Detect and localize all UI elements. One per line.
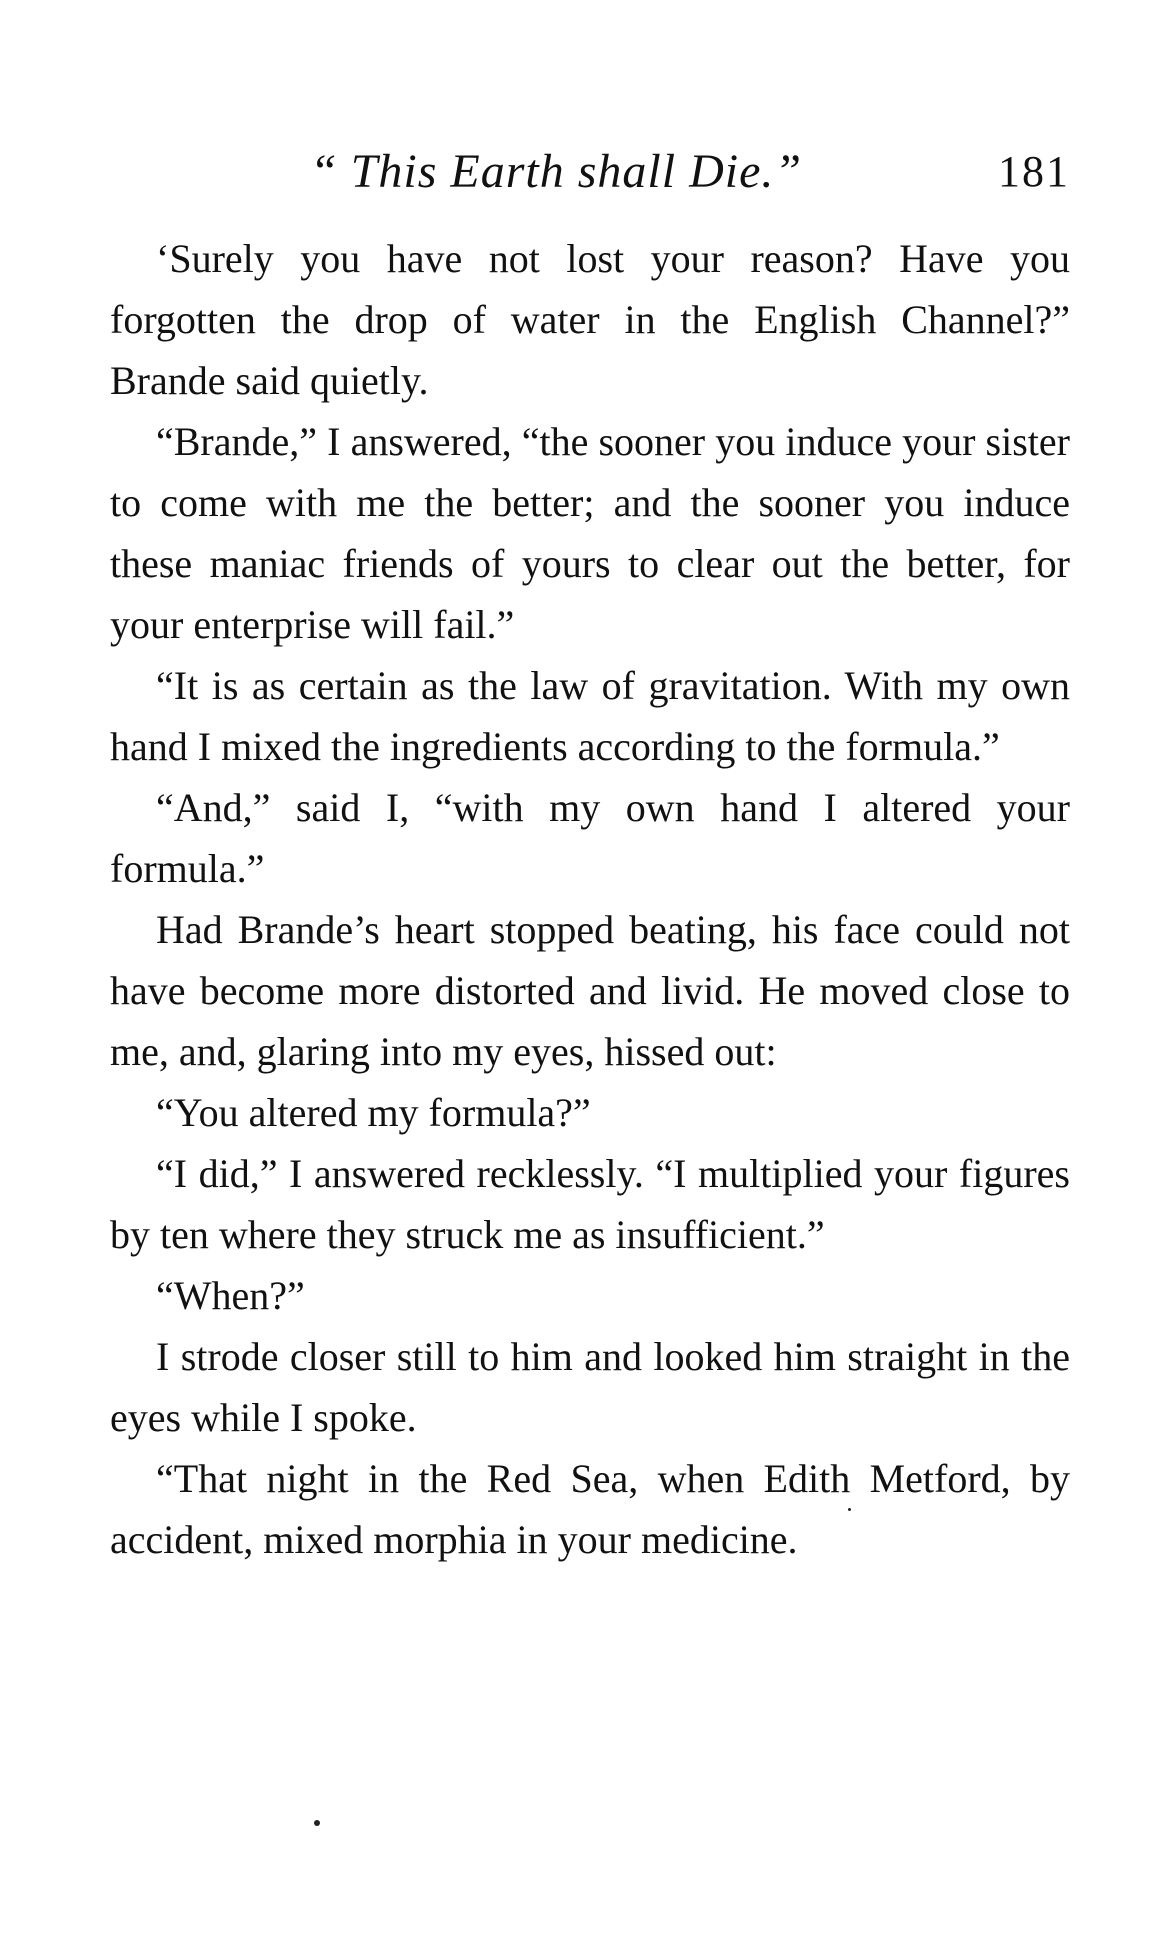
ink-speck	[848, 1508, 851, 1511]
paragraph: “It is as certain as the law of gravitation. With my own hand I mixed the ingredients according to the formula.”	[110, 663, 1070, 769]
paragraph: Had Brande’s heart stopped beating, his face could not have become more distorted and livid. He moved close to me, and, glaring into my eyes, hissed out:	[110, 907, 1070, 1074]
paragraph: “I did,” I answered recklessly. “I multiplied your figures by ten where they struck me as insufficient.”	[110, 1151, 1070, 1257]
body-text	[110, 228, 1070, 1570]
paragraph: “That night in the Red Sea, when Edith Metford, by accident, mixed morphia in your medicine.	[110, 1456, 1070, 1562]
paragraph: “You altered my formula?”	[156, 1090, 591, 1135]
paragraph: ‘Surely you have not lost your reason? Have you forgotten the drop of water in the English Channel?” Brande said quietly.	[110, 236, 1070, 403]
paragraph: “And,” said I, “with my own hand I altered your formula.”	[110, 785, 1070, 891]
page-number: 181	[998, 147, 1070, 196]
paragraph: “Brande,” I answered, “the sooner you induce your sister to come with me the better; and the sooner you induce these maniac friends of yours to clear out the better, for your enterprise will fail.”	[110, 419, 1070, 647]
paragraph: I strode closer still to him and looked him straight in the eyes while I spoke.	[110, 1334, 1070, 1440]
ink-speck	[314, 1820, 320, 1826]
running-head	[110, 142, 1070, 202]
paragraph: “When?”	[156, 1273, 305, 1318]
running-title: “ This Earth shall Die.”	[310, 145, 803, 198]
